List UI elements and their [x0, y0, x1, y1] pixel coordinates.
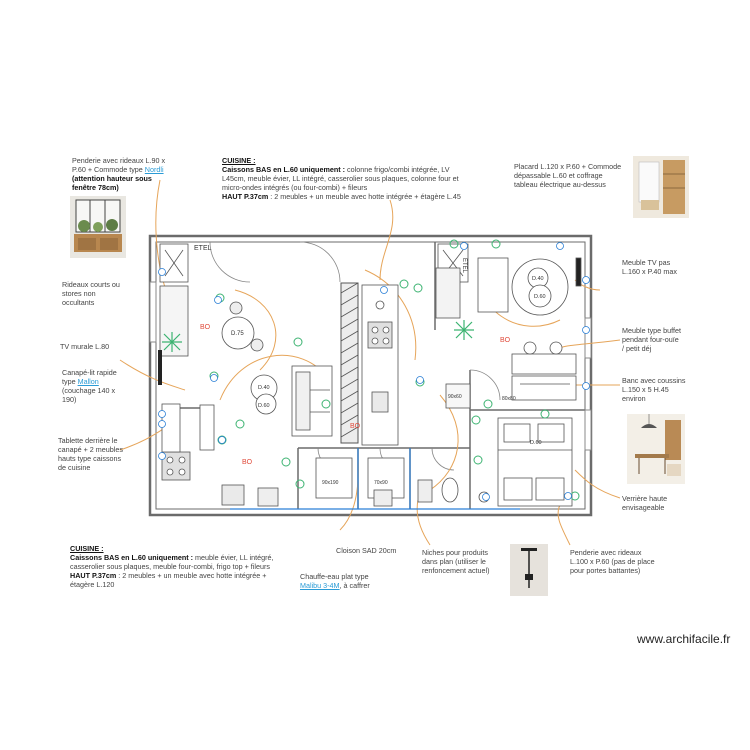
note-penderie-left [72, 156, 182, 192]
note-banc-right [622, 376, 702, 403]
note-line-bold [72, 183, 182, 192]
note-line: (couchage 140 x [62, 386, 116, 395]
label-dim-70: 70x90 [374, 480, 388, 486]
note-rideaux-left [62, 280, 142, 307]
label-bo-1: BO [200, 324, 211, 331]
label-bo-2: BO [350, 423, 361, 430]
note-penderie-right [570, 548, 688, 575]
note-tv-left: TV murale L.80 [60, 342, 110, 351]
note-line: pendant four-ouïe [622, 335, 679, 344]
note-line: dépassable L.60 et coffrage [514, 171, 603, 180]
note-bold: fenêtre 78cm) [72, 183, 119, 192]
label-dim-60: 90x60 [448, 394, 462, 400]
note-buffet-right [622, 326, 702, 353]
note-line: L45cm, meuble évier, LL intégré, casserolier sous plaques, colonne four et [222, 174, 459, 183]
note-cuisine-bottom [70, 544, 300, 589]
tv-wall-left [158, 350, 162, 385]
note-chauffe-eau [300, 572, 410, 590]
photo-window-plants [70, 196, 126, 258]
note-line: L.160 x P.40 max [622, 267, 678, 276]
note-line: Chauffe-eau plat type [300, 572, 369, 581]
note-line: micro-ondes intégrés (ou four-combi) + fileurs [222, 183, 368, 192]
link-mallon[interactable]: Mallon [77, 377, 99, 386]
label-d60-bed: D.60 [530, 440, 542, 446]
cuisine-bottom-title: CUISINE : [70, 544, 104, 553]
note-line: environ [622, 394, 646, 403]
note-bold: HAUT P.37cm [222, 192, 269, 201]
cuisine-top-title: CUISINE : [222, 156, 256, 165]
note-bold: Caissons BAS en L.60 uniquement : [222, 165, 346, 174]
note-line: canapé + 2 meubles [58, 445, 123, 454]
photo-shower [510, 544, 548, 596]
note-tablette-left [58, 436, 148, 472]
note-line-bold [72, 174, 182, 183]
note-line: Banc avec coussins [622, 376, 686, 385]
label-etel-left: ETEL [194, 245, 212, 252]
note-text: : 2 meubles + un meuble avec hotte intégrée + étagère L.45 [268, 192, 461, 201]
photo-dining-nook [627, 414, 685, 484]
note-line: Canapé-lit rapide [62, 368, 117, 377]
note-line: renfoncement actuel) [422, 566, 490, 575]
note-line: étagère L.120 [70, 580, 115, 589]
note-line: dans plan (utiliser le [422, 557, 486, 566]
note-line: Meuble type buffet [622, 326, 682, 335]
note-line: Tablette derrière le [58, 436, 118, 445]
living-right [436, 244, 581, 318]
label-dim-80: 80x80 [502, 396, 516, 402]
note-line: Niches pour produits [422, 548, 488, 557]
dining-table-d75 [222, 302, 263, 351]
note-line: Placard L.120 x P.60 + Commode [514, 162, 622, 171]
note-line: Penderie avec rideaux [570, 548, 642, 557]
note-line: de cuisine [58, 463, 91, 472]
label-bo-4: BO [242, 459, 253, 466]
note-line: casserolier sous plaques, meuble four-combi, frigo top + fileurs [70, 562, 270, 571]
note-text: colonne frigo/combi intégrée, LV [345, 165, 450, 174]
label-d60-right: D.60 [534, 294, 546, 300]
bed-right [498, 418, 572, 506]
note-line [72, 165, 182, 174]
link-malibu[interactable]: Malibu 3-4M [300, 581, 340, 590]
kitchen-center [362, 285, 398, 445]
note-line: pour portes battantes) [570, 566, 641, 575]
note-text: meuble évier, LL intégré, [193, 553, 274, 562]
note-text: P.60 + Commode type [72, 165, 145, 174]
note-line: Verrière haute [622, 494, 668, 503]
note-line: 190) [62, 395, 77, 404]
label-d40-right: D.40 [532, 276, 544, 282]
dining-right [512, 342, 576, 400]
note-line: envisageable [622, 503, 665, 512]
note-line: occultants [62, 298, 95, 307]
note-line: L.100 x P.60 (pas de place [570, 557, 655, 566]
note-bold: Caissons BAS en L.60 uniquement : [70, 553, 194, 562]
note-line [62, 377, 142, 386]
note-line: Meuble TV pas [622, 258, 671, 267]
note-verriere-right [622, 494, 702, 512]
note-cloison: Cloison SAD 20cm [336, 546, 397, 555]
watermark: www.archifacile.fr [637, 632, 731, 646]
note-line: L.150 x 5 H.45 [622, 385, 669, 394]
structural-wall-hatched [341, 283, 358, 443]
note-line: Penderie avec rideaux L.90 x [72, 156, 166, 165]
note-bold: HAUT P.37cm [70, 571, 117, 580]
kitchen-left [160, 244, 244, 505]
note-line: tableau électrique au-dessus [514, 180, 606, 189]
label-dim-90: 90x190 [322, 480, 339, 486]
note-placard-right [514, 162, 632, 189]
sofa-bed-left [292, 366, 332, 436]
note-line [70, 571, 300, 580]
note-text: : 2 meubles + un meuble avec hotte intégrée + [116, 571, 267, 580]
note-line: / petit déj [622, 344, 652, 353]
note-cuisine-top [222, 156, 484, 201]
note-bold: (attention hauteur sous [72, 174, 152, 183]
photo-shelves-room [633, 156, 689, 218]
note-line [300, 581, 410, 590]
note-line: hauts type caissons [58, 454, 122, 463]
label-bo-3: BO [500, 337, 511, 344]
link-nordli[interactable]: Nordli [144, 165, 164, 174]
note-text: , à caffrer [339, 581, 370, 590]
label-etel-right: ETEL [461, 258, 467, 274]
note-line [222, 165, 484, 174]
note-canape-left [62, 368, 142, 404]
note-niches [422, 548, 512, 575]
note-line: stores non [62, 289, 96, 298]
label-d40-left: D.40 [258, 385, 270, 391]
note-meuble-tv-right [622, 258, 702, 276]
note-line [222, 192, 484, 201]
label-d60-left: D.60 [258, 403, 270, 409]
note-line: Rideaux courts ou [62, 280, 120, 289]
note-text: type [62, 377, 78, 386]
note-line [70, 553, 300, 562]
label-d75: D.75 [231, 331, 244, 337]
